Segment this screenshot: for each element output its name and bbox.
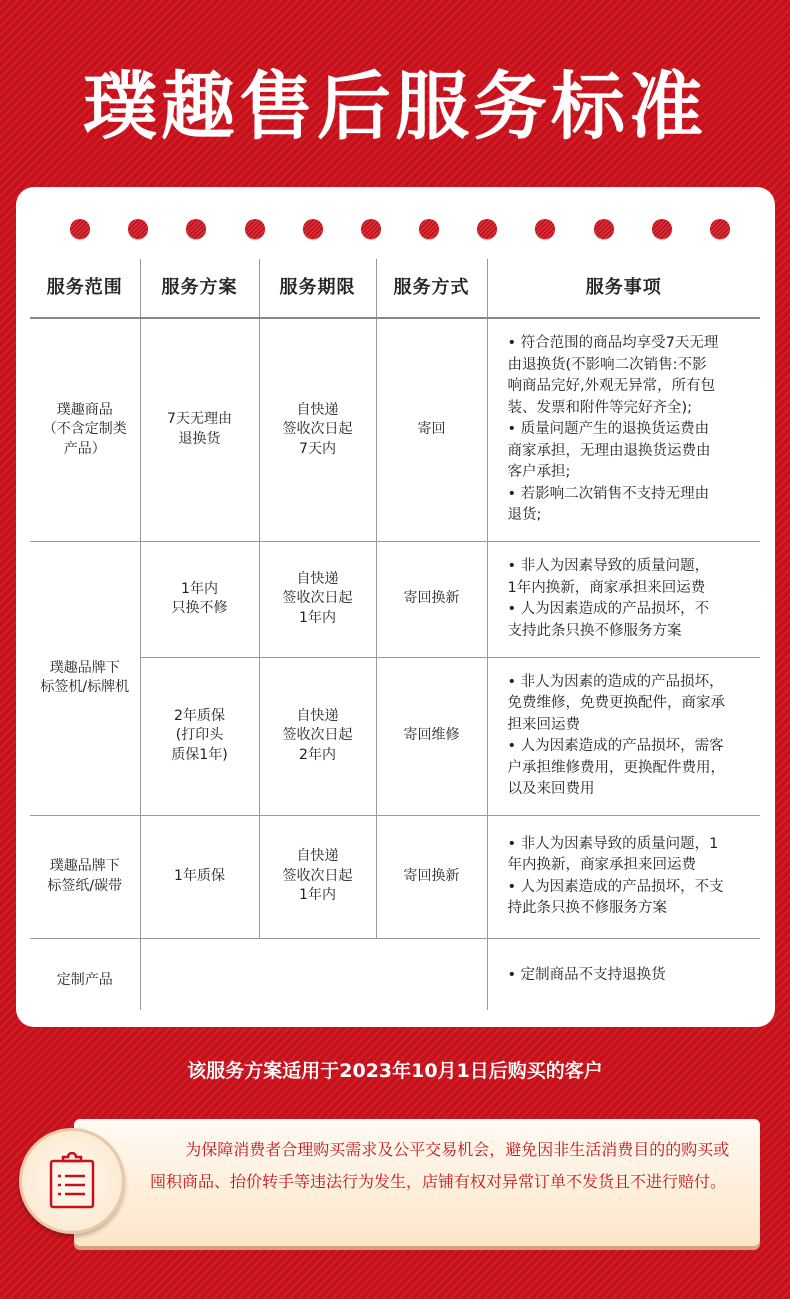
cell-period: 自快递 签收次日起 1年内	[259, 815, 376, 938]
dot-icon	[710, 219, 730, 239]
dot-icon	[128, 219, 148, 239]
cell-period: 自快递 签收次日起 2年内	[259, 657, 376, 815]
header-method: 服务方式	[376, 259, 487, 318]
table-row	[30, 657, 760, 815]
header-desc: 服务事项	[487, 259, 760, 318]
cell-desc: • 非人为因素导致的质量问题，1 年内换新，商家承担来回运费 • 人为因素造成的产品损坏，不支 持此条只换不修服务方案	[487, 815, 760, 938]
cell-plan: 7天无理由 退换货	[140, 318, 259, 541]
cell-desc: • 符合范围的商品均享受7天无理 由退换货(不影响二次销售:不影 响商品完好,外观无异常，所有包 装、发票和附件等完好齐全); • 质量问题产生的退换货运费由 商家承担，无理由退换货运费由 客户承担; • 若影响二次销售不支持无理由 退货;	[487, 318, 760, 541]
dot-icon	[245, 219, 265, 239]
cell-scope: 定制产品	[30, 938, 140, 1010]
decorative-dots	[70, 219, 730, 239]
header-period: 服务期限	[259, 259, 376, 318]
cell-method: 寄回维修	[376, 657, 487, 815]
dot-icon	[186, 219, 206, 239]
cell-desc: • 非人为因素导致的质量问题， 1年内换新，商家承担来回运费 • 人为因素造成的产品损坏，不 支持此条只换不修服务方案	[487, 541, 760, 657]
clipboard-badge	[19, 1128, 125, 1234]
cell-period: 自快递 签收次日起 1年内	[259, 541, 376, 657]
dot-icon	[594, 219, 614, 239]
disclaimer-text: 为保障消费者合理购买需求及公平交易机会，避免因非生活消费目的的购买或囤积商品、抬价转手等违法行为发生，店铺有权对异常订单不发货且不进行赔付。	[150, 1140, 730, 1191]
cell-scope: 璞趣商品 （不含定制类 产品）	[30, 318, 140, 541]
cell-desc: • 非人为因素的造成的产品损坏， 免费维修，免费更换配件，商家承 担来回运费 • 人为因素造成的产品损坏，需客 户承担维修费用，更换配件费用， 以及来回费用	[487, 657, 760, 815]
cell-period: 自快递 签收次日起 7天内	[259, 318, 376, 541]
table-row	[30, 815, 760, 938]
dot-icon	[303, 219, 323, 239]
cell-method: 寄回换新	[376, 541, 487, 657]
cell-plan: 1年质保	[140, 815, 259, 938]
page-title: 璞趣售后服务标准	[83, 64, 707, 150]
dot-icon	[70, 219, 90, 239]
cell-method: 寄回	[376, 318, 487, 541]
header-scope: 服务范围	[30, 259, 140, 318]
header-plan: 服务方案	[140, 259, 259, 318]
cell-empty	[140, 938, 487, 1010]
cell-scope: 璞趣品牌下 标签机/标牌机	[30, 541, 140, 815]
cell-plan: 2年质保 (打印头 质保1年)	[140, 657, 259, 815]
table-row	[30, 541, 760, 657]
cell-plan: 1年内 只换不修	[140, 541, 259, 657]
dot-icon	[652, 219, 672, 239]
cell-method: 寄回换新	[376, 815, 487, 938]
dot-icon	[361, 219, 381, 239]
service-table	[30, 259, 760, 1010]
table-header	[30, 259, 760, 318]
clipboard-icon	[48, 1152, 96, 1210]
table-row	[30, 938, 760, 1010]
cell-scope: 璞趣品牌下 标签纸/碳带	[30, 815, 140, 938]
dot-icon	[535, 219, 555, 239]
notice-text: 该服务方案适用于2023年10月1日后购买的客户	[187, 1060, 603, 1082]
table-row	[30, 318, 760, 541]
dot-icon	[477, 219, 497, 239]
cell-desc: • 定制商品不支持退换货	[487, 938, 760, 1010]
dot-icon	[419, 219, 439, 239]
